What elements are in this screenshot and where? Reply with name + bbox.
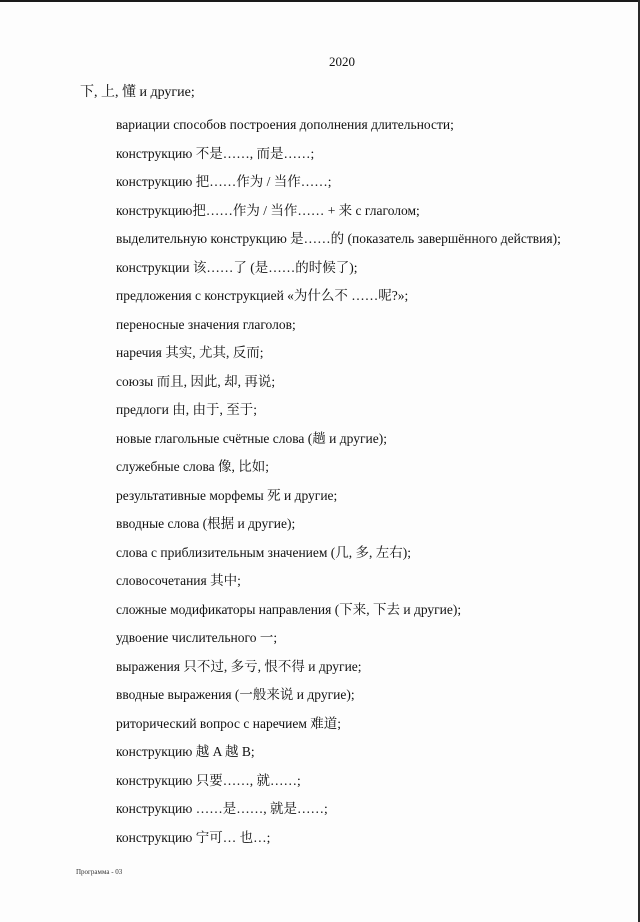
list-item: служебные слова 像, 比如; [116,459,270,474]
list-item: словосочетания 其中; [116,573,241,588]
list-item: сложные модификаторы направления (下来, 下去 и другие); [116,601,462,617]
list-item: выделительную конструкцию 是……的 (показатель завершённого действия); [116,231,561,246]
page-footer: Программа - 03 [76,868,123,876]
list-item: конструкцию 只要……, 就……; [116,772,301,788]
list-item: слова с приблизительным значением (几, 多, 左右); [116,544,412,560]
list-item: вариации способов построения дополнения длительности; [116,117,454,132]
list-item: конструкцию 把……作为 / 当作……; [116,174,332,189]
list-item: наречия 其实, 尤其, 反而; [116,345,264,360]
list-item: конструкции 该……了 (是……的时候了); [116,259,358,275]
list-item: конструкцию 宁可… 也…; [116,829,271,845]
list-item: предложения с конструкцией «为什么不 ……呢?»; [116,288,409,303]
list-item: конструкцию 不是……, 而是……; [116,145,315,161]
list-item: предлоги 由, 由于, 至于; [116,402,258,417]
list-item: выражения 只不过, 多亏, 恨不得 и другие; [116,658,362,674]
list-item: конструкцию把……作为 / 当作…… + 来 с глаголом; [116,202,420,218]
list-item: союзы 而且, 因此, 却, 再说; [116,373,276,389]
grammar-topics-list [116,116,561,857]
list-item: вводные выражения (一般来说 и другие); [116,687,355,702]
scan-border-top [0,0,640,2]
list-item: новые глагольные счётные слова (趟 и другие); [116,430,387,446]
list-item: риторический вопрос с наречием 难道; [116,715,342,731]
page-year: 2020 [329,54,355,69]
list-continuation-line: 下, 上, 懂 и другие; [80,85,195,100]
list-item: вводные слова (根据 и другие); [116,516,296,531]
list-item: конструкцию ……是……, 就是……; [116,801,328,816]
list-item: удвоение числительного 一; [116,630,278,645]
list-item: результативные морфемы 死 и другие; [116,487,338,503]
list-item: конструкцию 越 A 越 B; [116,744,255,759]
list-item: переносные значения глаголов; [116,316,296,332]
